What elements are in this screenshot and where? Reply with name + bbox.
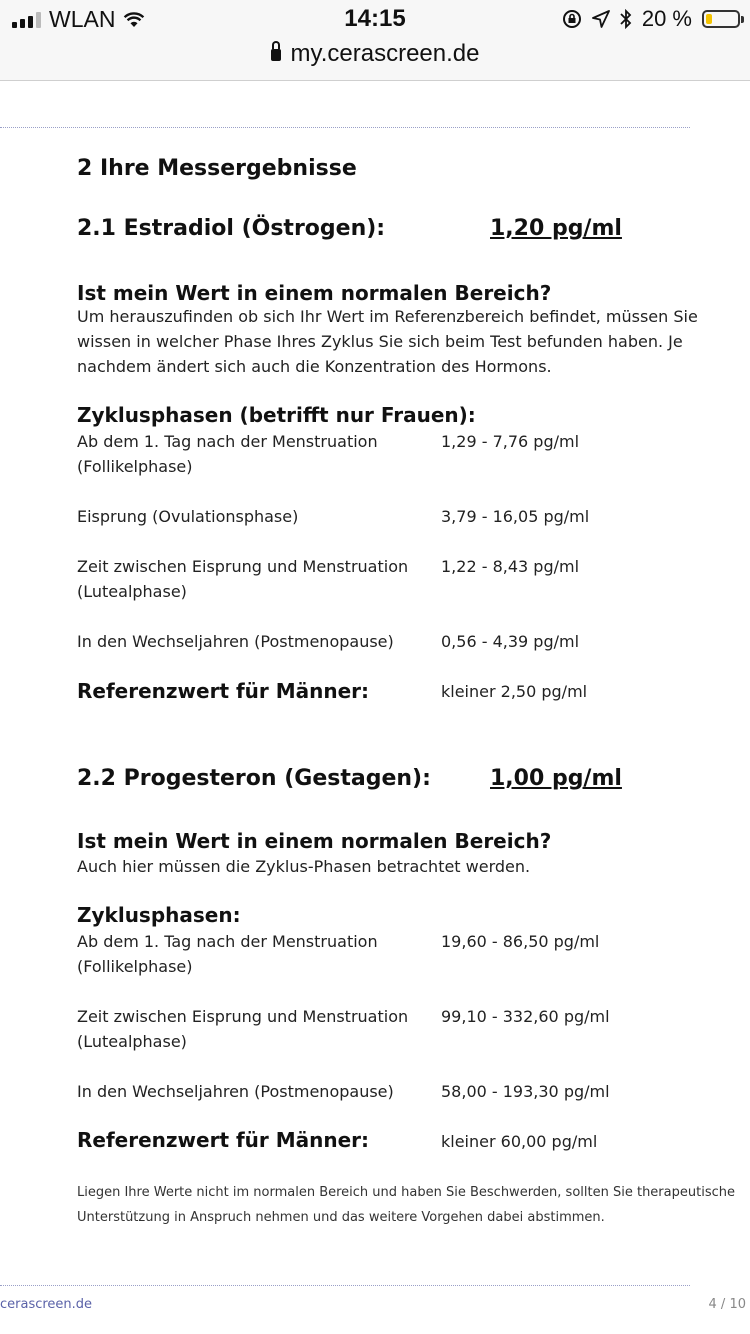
phase-label: In den Wechseljahren (Postmenopause): [77, 632, 394, 651]
clock: 14:15: [344, 5, 406, 32]
estradiol-phases-heading: Zyklusphasen (betrifft nur Frauen):: [77, 403, 476, 427]
progesteron-men-value: kleiner 60,00 pg/ml: [441, 1132, 598, 1151]
phase-label-sub: (Follikelphase): [77, 457, 193, 476]
phase-label: Eisprung (Ovulationsphase): [77, 507, 299, 526]
phase-label-sub: (Follikelphase): [77, 957, 193, 976]
page-counter: 4 / 10: [708, 1297, 746, 1312]
phase-label: In den Wechseljahren (Postmenopause): [77, 1082, 394, 1101]
phase-range: 0,56 - 4,39 pg/ml: [441, 632, 580, 651]
phase-label: Ab dem 1. Tag nach der Menstruation: [77, 932, 378, 951]
phase-range: 3,79 - 16,05 pg/ml: [441, 507, 590, 526]
phase-label-sub: (Lutealphase): [77, 582, 187, 601]
progesteron-value: 1,00 pg/ml: [490, 766, 622, 791]
progesteron-phases-heading: Zyklusphasen:: [77, 903, 241, 927]
footer-url[interactable]: cerascreen.de: [0, 1297, 93, 1312]
location-icon: [592, 10, 610, 28]
phase-label: Zeit zwischen Eisprung und Menstruation: [77, 557, 409, 576]
battery-icon: [702, 10, 740, 28]
phase-range: 99,10 - 332,60 pg/ml: [441, 1007, 610, 1026]
estradiol-explanation: Um herauszufinden ob sich Ihr Wert im Referenzbereich befindet, müssen Sie wissen in welcher Phase Ihres Zyklus Sie sich beim Test befunden haben. Je nachdem ändert sich auch die Konzentration des Hormons.: [77, 307, 698, 376]
phase-range: 19,60 - 86,50 pg/ml: [441, 932, 600, 951]
battery-percent: 20 %: [641, 6, 692, 31]
estradiol-men-label: Referenzwert für Männer:: [77, 679, 370, 703]
page-divider-bottom: [0, 1285, 690, 1286]
section-title: 2 Ihre Messergebnisse: [77, 156, 357, 181]
phase-label: Ab dem 1. Tag nach der Menstruation: [77, 432, 378, 451]
advice-note: Liegen Ihre Werte nicht im normalen Bereich und haben Sie Beschwerden, sollten Sie therapeutische Unterstützung in Anspruch nehmen und das weitere Vorgehen dabei abstimmen.: [77, 1185, 735, 1225]
status-right: [562, 6, 740, 32]
bluetooth-icon: [620, 9, 632, 29]
address-bar[interactable]: [0, 40, 750, 68]
carrier-label: WLAN: [49, 6, 116, 32]
page-divider-top: [0, 127, 690, 128]
url-text: my.cerascreen.de: [290, 40, 480, 67]
progesteron-title: 2.2 Progesteron (Gestagen):: [77, 766, 431, 791]
estradiol-question: Ist mein Wert in einem normalen Bereich?: [77, 281, 552, 305]
phase-label-sub: (Lutealphase): [77, 1032, 187, 1051]
progesteron-men-label: Referenzwert für Männer:: [77, 1128, 370, 1152]
progesteron-question: Ist mein Wert in einem normalen Bereich?: [77, 829, 552, 853]
estradiol-value: 1,20 pg/ml: [490, 216, 622, 241]
phase-label: Zeit zwischen Eisprung und Menstruation: [77, 1007, 409, 1026]
estradiol-title: 2.1 Estradiol (Östrogen):: [77, 216, 386, 241]
orientation-lock-icon: [562, 9, 582, 29]
phase-range: 58,00 - 193,30 pg/ml: [441, 1082, 610, 1101]
status-bar: [0, 0, 750, 81]
estradiol-men-value: kleiner 2,50 pg/ml: [441, 682, 588, 701]
phase-range: 1,29 - 7,76 pg/ml: [441, 432, 580, 451]
phase-range: 1,22 - 8,43 pg/ml: [441, 557, 580, 576]
progesteron-explanation: Auch hier müssen die Zyklus-Phasen betrachtet werden.: [77, 857, 531, 876]
lock-icon: [271, 49, 281, 61]
